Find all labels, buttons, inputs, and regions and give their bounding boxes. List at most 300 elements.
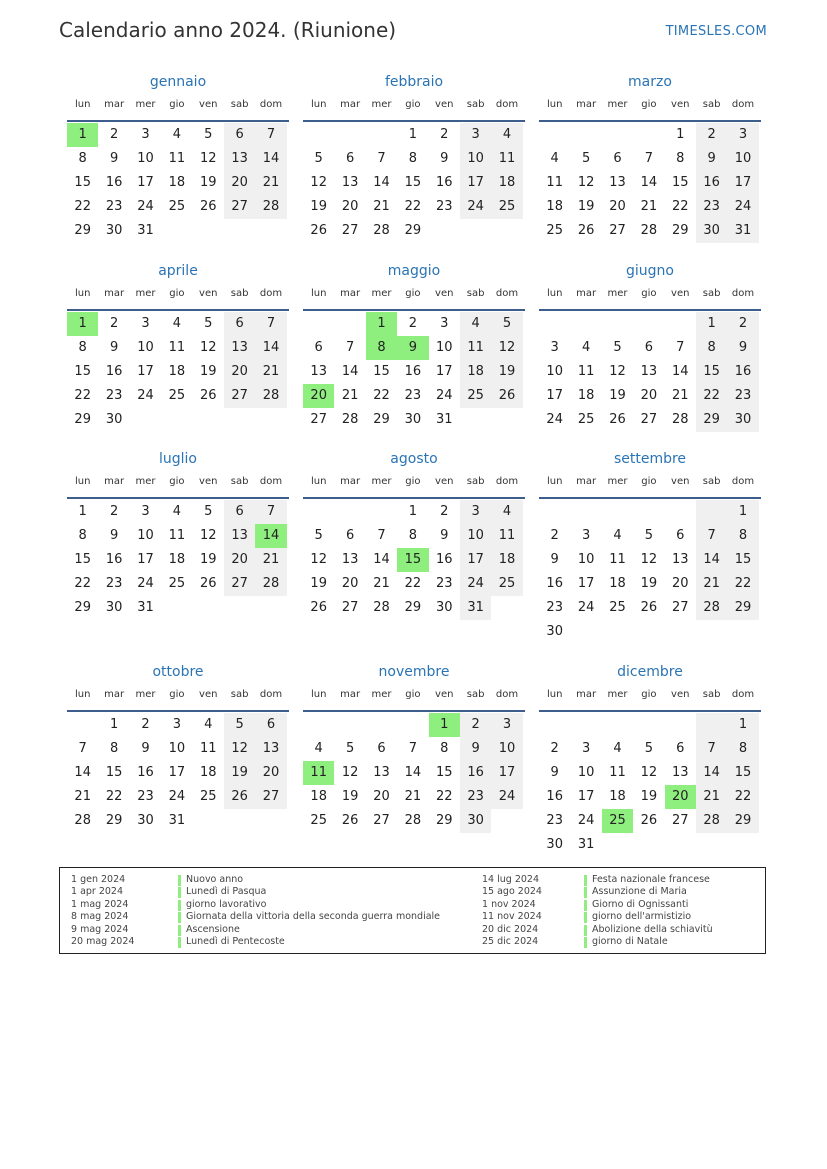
day-cell: 6 <box>345 528 355 543</box>
day-cell: 16 <box>435 552 453 567</box>
empty-cell <box>665 833 696 857</box>
weekday-label: mer <box>371 99 392 110</box>
day-cell: 17 <box>168 765 186 780</box>
month-name: marzo <box>628 74 672 90</box>
day-cell: 2 <box>408 316 417 331</box>
day-cell: 23 <box>105 199 123 214</box>
day-cell: 21 <box>404 789 422 804</box>
day-cell: 24 <box>460 195 491 219</box>
empty-cell <box>255 408 286 432</box>
day-cell: 13 <box>224 524 255 548</box>
day-cell: 31 <box>137 223 154 238</box>
day-cell: 20 <box>303 384 334 408</box>
empty-cell <box>366 713 397 737</box>
holiday-marker <box>178 900 181 911</box>
weekday-label: dom <box>731 476 755 487</box>
day-cell: 19 <box>224 761 255 785</box>
day-grid <box>539 500 761 644</box>
empty-cell <box>224 219 255 243</box>
empty-cell <box>491 408 522 432</box>
empty-cell <box>130 408 161 432</box>
day-cell: 1 <box>676 127 685 142</box>
day-cell: 28 <box>696 596 727 620</box>
day-cell: 7 <box>255 312 286 336</box>
day-cell: 14 <box>696 548 727 572</box>
day-cell: 6 <box>377 741 386 756</box>
empty-cell <box>602 123 633 147</box>
day-cell: 25 <box>168 388 186 403</box>
day-cell: 19 <box>310 199 327 214</box>
day-cell: 28 <box>255 572 286 596</box>
day-cell: 15 <box>397 548 428 572</box>
empty-cell <box>602 620 633 644</box>
day-cell: 26 <box>310 223 327 238</box>
weekday-label: mer <box>607 689 628 700</box>
day-cell: 22 <box>435 789 453 804</box>
day-cell: 16 <box>460 761 491 785</box>
holiday-item <box>71 924 471 936</box>
holiday-date: 11 nov 2024 <box>482 911 542 923</box>
empty-cell <box>255 596 286 620</box>
day-cell: 18 <box>491 171 522 195</box>
day-cell: 9 <box>141 741 150 756</box>
empty-cell <box>303 500 334 524</box>
day-cell: 12 <box>199 528 217 543</box>
day-cell: 4 <box>550 151 559 166</box>
day-cell: 12 <box>609 364 626 379</box>
day-cell: 14 <box>341 364 359 379</box>
day-cell: 18 <box>168 364 186 379</box>
empty-cell <box>303 123 334 147</box>
day-cell: 10 <box>435 340 453 355</box>
day-cell: 23 <box>404 388 422 403</box>
weekday-label: ven <box>199 288 218 299</box>
weekday-header <box>303 287 525 311</box>
holiday-marker <box>178 925 181 936</box>
day-cell: 18 <box>577 388 595 403</box>
day-cell: 24 <box>137 576 154 591</box>
empty-cell <box>539 123 570 147</box>
day-cell: 30 <box>435 600 453 615</box>
day-cell: 16 <box>105 364 123 379</box>
empty-cell <box>193 809 224 833</box>
holiday-marker <box>584 912 587 923</box>
empty-cell <box>224 596 255 620</box>
day-cell: 21 <box>341 388 359 403</box>
weekday-label: ven <box>671 99 690 110</box>
day-cell: 31 <box>137 600 154 615</box>
empty-cell <box>334 123 365 147</box>
holiday-date: 8 mag 2024 <box>71 911 129 923</box>
day-cell: 29 <box>671 223 689 238</box>
day-cell: 18 <box>546 199 563 214</box>
day-cell: 23 <box>435 576 453 591</box>
day-cell: 21 <box>74 789 91 804</box>
day-cell: 31 <box>460 596 491 620</box>
weekday-label: gio <box>641 99 657 110</box>
weekday-label: dom <box>731 689 755 700</box>
day-cell: 8 <box>696 336 727 360</box>
day-cell: 1 <box>727 500 758 524</box>
weekday-label: mar <box>576 99 597 110</box>
day-cell: 10 <box>168 741 186 756</box>
day-cell: 2 <box>109 127 119 142</box>
weekday-label: dom <box>259 689 283 700</box>
day-cell: 11 <box>609 552 626 567</box>
day-cell: 27 <box>671 813 689 828</box>
weekday-header <box>303 688 525 712</box>
day-cell: 28 <box>640 223 658 238</box>
day-cell: 10 <box>577 552 595 567</box>
day-cell: 25 <box>491 572 522 596</box>
weekday-label: sab <box>466 288 485 299</box>
day-cell: 1 <box>109 717 119 732</box>
day-cell: 12 <box>199 151 217 166</box>
weekday-label: sab <box>230 689 249 700</box>
day-cell: 10 <box>577 765 595 780</box>
holiday-marker <box>178 875 181 886</box>
day-cell: 25 <box>199 789 217 804</box>
day-cell: 25 <box>577 412 595 427</box>
day-cell: 2 <box>141 717 150 732</box>
day-cell: 24 <box>460 572 491 596</box>
day-cell: 17 <box>546 388 563 403</box>
holiday-name: Giornata della vittoria della seconda guerra mondiale <box>186 911 441 923</box>
day-cell: 15 <box>404 175 422 190</box>
day-cell: 26 <box>577 223 595 238</box>
day-cell: 21 <box>255 360 286 384</box>
day-grid <box>303 123 525 243</box>
day-cell: 1 <box>67 312 98 336</box>
day-cell: 22 <box>74 388 91 403</box>
day-cell: 20 <box>373 789 390 804</box>
day-cell: 14 <box>255 147 286 171</box>
holiday-item <box>71 936 471 948</box>
day-cell: 14 <box>255 336 286 360</box>
holiday-date: 1 nov 2024 <box>482 898 536 910</box>
empty-cell <box>67 713 98 737</box>
day-cell: 27 <box>671 600 689 615</box>
day-cell: 7 <box>696 737 727 761</box>
weekday-label: lun <box>74 288 91 299</box>
weekday-label: mar <box>104 689 125 700</box>
day-cell: 18 <box>460 360 491 384</box>
day-cell: 5 <box>644 741 653 756</box>
empty-cell <box>696 713 727 737</box>
month-name: dicembre <box>617 664 683 680</box>
holiday-item <box>482 936 762 948</box>
day-cell: 23 <box>105 388 123 403</box>
day-cell: 3 <box>581 528 591 543</box>
weekday-label: lun <box>546 99 563 110</box>
month-name: aprile <box>158 263 198 279</box>
weekday-label: sab <box>702 476 721 487</box>
day-cell: 20 <box>224 360 255 384</box>
weekday-label: lun <box>546 476 563 487</box>
day-cell: 23 <box>435 199 453 214</box>
day-cell: 13 <box>341 552 359 567</box>
day-cell: 17 <box>491 761 522 785</box>
day-cell: 8 <box>408 151 417 166</box>
holiday-date: 25 dic 2024 <box>482 935 539 947</box>
empty-cell <box>334 312 365 336</box>
day-cell: 7 <box>255 500 286 524</box>
day-cell: 8 <box>727 737 758 761</box>
month-gennaio <box>67 72 289 243</box>
day-cell: 15 <box>435 765 453 780</box>
day-cell: 11 <box>303 761 334 785</box>
day-cell: 4 <box>491 123 522 147</box>
holiday-name: Festa nazionale francese <box>592 874 710 885</box>
holiday-item <box>482 911 762 923</box>
weekday-label: gio <box>405 476 421 487</box>
day-cell: 5 <box>224 713 255 737</box>
day-cell: 1 <box>366 312 397 336</box>
day-cell: 29 <box>373 412 390 427</box>
day-cell: 22 <box>74 199 91 214</box>
day-cell: 12 <box>640 765 658 780</box>
holiday-date: 15 ago 2024 <box>482 886 542 898</box>
day-cell: 17 <box>460 171 491 195</box>
day-cell: 10 <box>137 151 154 166</box>
day-cell: 23 <box>105 576 123 591</box>
day-cell: 3 <box>727 123 758 147</box>
day-cell: 26 <box>199 576 217 591</box>
holiday-list-left <box>71 874 471 948</box>
day-cell: 29 <box>727 596 758 620</box>
empty-cell <box>429 219 460 243</box>
day-cell: 19 <box>577 199 595 214</box>
empty-cell <box>491 219 522 243</box>
day-cell: 30 <box>546 624 563 639</box>
holiday-name: Abolizione della schiavitù <box>592 923 713 935</box>
day-cell: 3 <box>491 713 522 737</box>
day-cell: 12 <box>640 552 658 567</box>
empty-cell <box>460 408 491 432</box>
day-cell: 23 <box>137 789 154 804</box>
day-cell: 29 <box>74 223 91 238</box>
weekday-header <box>539 98 761 122</box>
day-cell: 18 <box>168 175 186 190</box>
month-name: novembre <box>378 664 450 680</box>
day-cell: 22 <box>74 576 91 591</box>
day-cell: 9 <box>440 151 449 166</box>
day-cell: 2 <box>109 316 119 331</box>
day-cell: 26 <box>199 199 217 214</box>
empty-cell <box>570 123 601 147</box>
day-cell: 10 <box>546 364 563 379</box>
day-cell: 29 <box>404 223 422 238</box>
month-name: settembre <box>613 451 687 467</box>
day-cell: 19 <box>310 576 327 591</box>
weekday-label: gio <box>641 288 657 299</box>
day-cell: 1 <box>727 713 758 737</box>
holiday-item <box>71 911 471 923</box>
day-cell: 27 <box>224 384 255 408</box>
day-cell: 4 <box>613 741 622 756</box>
day-cell: 16 <box>435 175 453 190</box>
empty-cell <box>602 312 633 336</box>
empty-cell <box>665 312 696 336</box>
holiday-item <box>71 874 471 886</box>
day-grid <box>67 123 289 243</box>
day-cell: 3 <box>141 316 150 331</box>
weekday-label: mer <box>371 689 392 700</box>
weekday-label: mer <box>135 476 156 487</box>
empty-cell <box>633 713 664 737</box>
day-cell: 28 <box>373 600 390 615</box>
empty-cell <box>696 833 727 857</box>
day-cell: 22 <box>373 388 390 403</box>
day-cell: 3 <box>460 500 491 524</box>
day-cell: 24 <box>137 199 154 214</box>
weekday-label: sab <box>230 288 249 299</box>
day-cell: 28 <box>341 412 359 427</box>
day-cell: 14 <box>373 552 390 567</box>
day-cell: 20 <box>640 388 658 403</box>
weekday-label: ven <box>671 288 690 299</box>
day-cell: 6 <box>676 741 685 756</box>
month-settembre <box>539 449 761 644</box>
day-cell: 28 <box>404 813 422 828</box>
day-cell: 28 <box>373 223 390 238</box>
month-aprile <box>67 261 289 432</box>
day-cell: 29 <box>696 408 727 432</box>
weekday-label: gio <box>169 689 185 700</box>
day-cell: 18 <box>168 552 186 567</box>
month-ottobre <box>67 662 289 833</box>
empty-cell <box>570 500 601 524</box>
weekday-label: gio <box>405 288 421 299</box>
day-cell: 6 <box>345 151 355 166</box>
day-cell: 20 <box>224 548 255 572</box>
day-cell: 2 <box>696 123 727 147</box>
month-marzo <box>539 72 761 243</box>
holiday-item <box>482 886 762 898</box>
holiday-marker <box>584 937 587 948</box>
weekday-label: sab <box>230 99 249 110</box>
day-cell: 13 <box>255 737 286 761</box>
day-cell: 22 <box>404 576 422 591</box>
day-cell: 18 <box>609 789 626 804</box>
month-giugno <box>539 261 761 432</box>
holiday-marker <box>178 912 181 923</box>
day-cell: 19 <box>199 175 217 190</box>
day-cell: 16 <box>137 765 154 780</box>
day-cell: 2 <box>440 504 449 519</box>
day-cell: 13 <box>671 552 689 567</box>
empty-cell <box>460 219 491 243</box>
empty-cell <box>161 408 192 432</box>
day-cell: 26 <box>491 384 522 408</box>
day-cell: 26 <box>224 785 255 809</box>
day-cell: 8 <box>78 151 87 166</box>
day-cell: 24 <box>727 195 758 219</box>
holiday-name: Lunedì di Pentecoste <box>186 935 285 947</box>
day-cell: 12 <box>199 340 217 355</box>
day-cell: 19 <box>199 552 217 567</box>
empty-cell <box>602 833 633 857</box>
day-cell: 7 <box>255 123 286 147</box>
holiday-name: giorno lavorativo <box>186 898 267 910</box>
day-cell: 5 <box>644 528 653 543</box>
day-cell: 14 <box>696 761 727 785</box>
day-cell: 15 <box>74 175 91 190</box>
day-cell: 8 <box>109 741 119 756</box>
holiday-date: 1 gen 2024 <box>71 874 126 885</box>
day-cell: 18 <box>310 789 327 804</box>
day-cell: 14 <box>373 175 390 190</box>
weekday-label: mer <box>135 99 156 110</box>
day-cell: 9 <box>550 552 559 567</box>
day-grid <box>539 713 761 857</box>
day-cell: 5 <box>581 151 591 166</box>
day-cell: 31 <box>577 837 595 852</box>
weekday-label: gio <box>641 689 657 700</box>
day-cell: 10 <box>460 147 491 171</box>
day-grid <box>539 312 761 432</box>
day-cell: 22 <box>671 199 689 214</box>
day-cell: 3 <box>460 123 491 147</box>
day-cell: 21 <box>671 388 689 403</box>
day-cell: 24 <box>168 789 186 804</box>
day-cell: 12 <box>310 175 327 190</box>
day-cell: 27 <box>341 223 359 238</box>
day-cell: 4 <box>581 340 591 355</box>
day-cell: 30 <box>105 223 123 238</box>
day-cell: 3 <box>141 127 150 142</box>
site-link[interactable]: TIMESLES.COM <box>665 24 767 39</box>
day-cell: 16 <box>696 171 727 195</box>
weekday-header <box>539 688 761 712</box>
day-cell: 11 <box>168 528 186 543</box>
day-cell: 23 <box>460 785 491 809</box>
empty-cell <box>193 408 224 432</box>
day-cell: 8 <box>676 151 685 166</box>
empty-cell <box>539 500 570 524</box>
day-cell: 24 <box>491 785 522 809</box>
weekday-label: sab <box>466 689 485 700</box>
day-cell: 11 <box>577 364 595 379</box>
empty-cell <box>570 620 601 644</box>
day-cell: 4 <box>491 500 522 524</box>
holiday-marker <box>584 900 587 911</box>
day-cell: 13 <box>310 364 327 379</box>
day-cell: 13 <box>671 765 689 780</box>
holiday-item <box>482 924 762 936</box>
day-cell: 29 <box>435 813 453 828</box>
day-cell: 11 <box>460 336 491 360</box>
day-cell: 16 <box>727 360 758 384</box>
day-cell: 30 <box>105 412 123 427</box>
day-cell: 5 <box>204 504 213 519</box>
weekday-label: gio <box>169 99 185 110</box>
weekday-header <box>67 475 289 499</box>
day-cell: 21 <box>373 199 390 214</box>
day-cell: 16 <box>546 576 563 591</box>
day-cell: 10 <box>137 340 154 355</box>
weekday-label: gio <box>169 476 185 487</box>
day-cell: 20 <box>609 199 626 214</box>
empty-cell <box>334 713 365 737</box>
day-cell: 6 <box>224 123 255 147</box>
day-cell: 2 <box>727 312 758 336</box>
day-cell: 5 <box>204 127 213 142</box>
day-cell: 20 <box>665 785 696 809</box>
weekday-label: lun <box>310 689 327 700</box>
day-cell: 20 <box>224 171 255 195</box>
holiday-name: Giorno di Ognissanti <box>592 898 689 910</box>
